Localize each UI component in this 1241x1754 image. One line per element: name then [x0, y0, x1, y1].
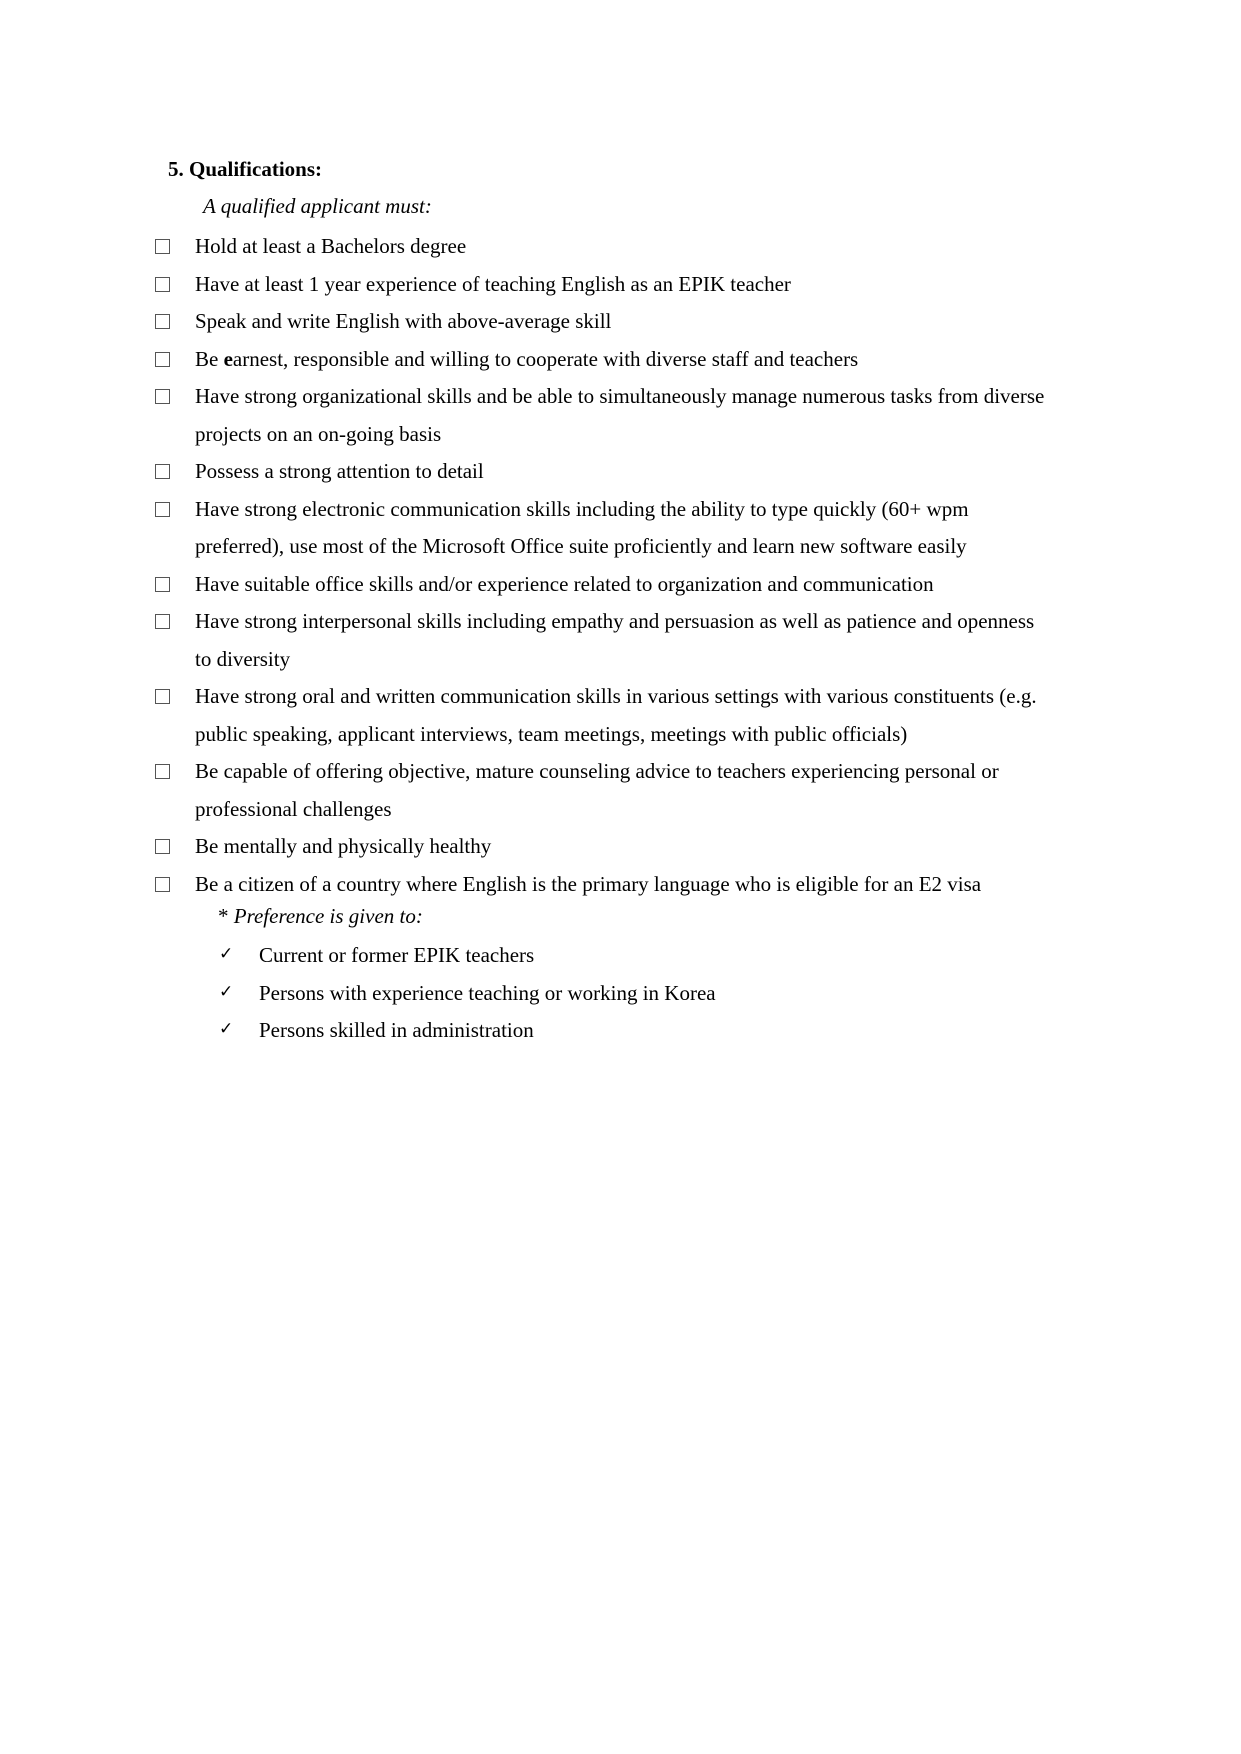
requirement-text-bold: e	[223, 346, 233, 371]
requirement-text: Have at least 1 year experience of teaching English as an EPIK teacher	[195, 271, 791, 296]
requirement-text: Have suitable office skills and/or experience related to organization and communication	[195, 571, 934, 596]
checkbox-icon[interactable]	[155, 877, 170, 892]
requirement-text: Be a citizen of a country where English is the primary language who is eligible for an E2 visa	[195, 871, 982, 896]
checkmark-icon: ✓	[219, 1019, 234, 1039]
asterisk-marker: *	[218, 904, 234, 928]
requirement-item	[153, 491, 1143, 566]
checkmark-icon: ✓	[219, 981, 234, 1002]
checkbox-icon[interactable]	[155, 389, 170, 404]
preference-item	[218, 1012, 716, 1050]
requirement-text-line-1: Have strong interpersonal skills including empathy and persuasion as well as patience and openness	[195, 609, 1035, 633]
section-title: 5. Qualifications:	[168, 157, 323, 181]
requirement-text-suffix: arnest, responsible and willing to cooperate with diverse staff and teachers	[232, 346, 859, 371]
requirement-text	[195, 341, 1143, 379]
requirement-item	[153, 303, 1143, 341]
requirement-item	[153, 566, 1143, 604]
checkbox-icon[interactable]	[155, 689, 170, 704]
checkbox-icon[interactable]	[155, 764, 170, 779]
requirement-text-line-2: to diversity	[195, 646, 291, 671]
requirement-item	[153, 753, 1143, 828]
requirement-item	[153, 266, 1143, 304]
checkbox-icon[interactable]	[155, 314, 170, 329]
section-intro: A qualified applicant must:	[203, 194, 432, 218]
preference-list	[218, 937, 716, 1050]
requirement-text-line-2: public speaking, applicant interviews, team meetings, meetings with public officials)	[195, 721, 908, 746]
checkbox-icon[interactable]	[155, 577, 170, 592]
checkmark-icon: ✓	[219, 944, 234, 964]
requirements-list	[153, 228, 1143, 903]
preference-item	[218, 975, 716, 1013]
preference-text: Current or former EPIK teachers	[259, 943, 535, 967]
checkbox-icon[interactable]	[155, 839, 170, 854]
checkbox-icon[interactable]	[155, 464, 170, 479]
preference-text: Persons skilled in administration	[259, 1018, 534, 1042]
requirement-text-line-1: Be capable of offering objective, mature counseling advice to teachers experiencing personal or	[195, 759, 999, 783]
preference-item	[218, 937, 716, 975]
requirement-text-line-1: Have strong electronic communication skills including the ability to type quickly (60+ wpm	[195, 496, 969, 521]
requirement-item	[153, 828, 1143, 866]
checkbox-icon[interactable]	[155, 239, 170, 254]
checkbox-icon[interactable]	[155, 502, 170, 517]
checkbox-icon[interactable]	[155, 614, 170, 629]
requirement-text-line-1: Have strong oral and written communication skills in various settings with various constituents (e.g.	[195, 684, 1037, 708]
requirement-text: Speak and write English with above-average skill	[195, 309, 612, 333]
requirement-text: Be mentally and physically healthy	[195, 834, 492, 858]
preference-intro-text: Preference is given to:	[233, 904, 423, 928]
requirement-item	[153, 866, 1143, 904]
requirement-text-line-2: projects on an on-going basis	[195, 421, 442, 446]
requirement-item	[153, 603, 1143, 678]
requirement-text-line-2: professional challenges	[195, 796, 392, 821]
requirement-item	[153, 378, 1143, 453]
requirement-text-prefix: Be	[195, 346, 224, 371]
requirement-item	[153, 341, 1143, 379]
requirement-text: Hold at least a Bachelors degree	[195, 234, 467, 258]
requirement-text: Possess a strong attention to detail	[195, 459, 484, 483]
preference-text: Persons with experience teaching or working in Korea	[259, 980, 716, 1005]
requirement-text-line-2: preferred), use most of the Microsoft Office suite proficiently and learn new software easily	[195, 534, 967, 558]
checkbox-icon[interactable]	[155, 352, 170, 367]
requirement-text-line-1: Have strong organizational skills and be able to simultaneously manage numerous tasks from diverse	[195, 384, 1045, 408]
requirement-item	[153, 678, 1143, 753]
checkbox-icon[interactable]	[155, 277, 170, 292]
requirement-item	[153, 453, 1143, 491]
preference-intro	[218, 902, 423, 930]
requirement-item	[153, 228, 1143, 266]
